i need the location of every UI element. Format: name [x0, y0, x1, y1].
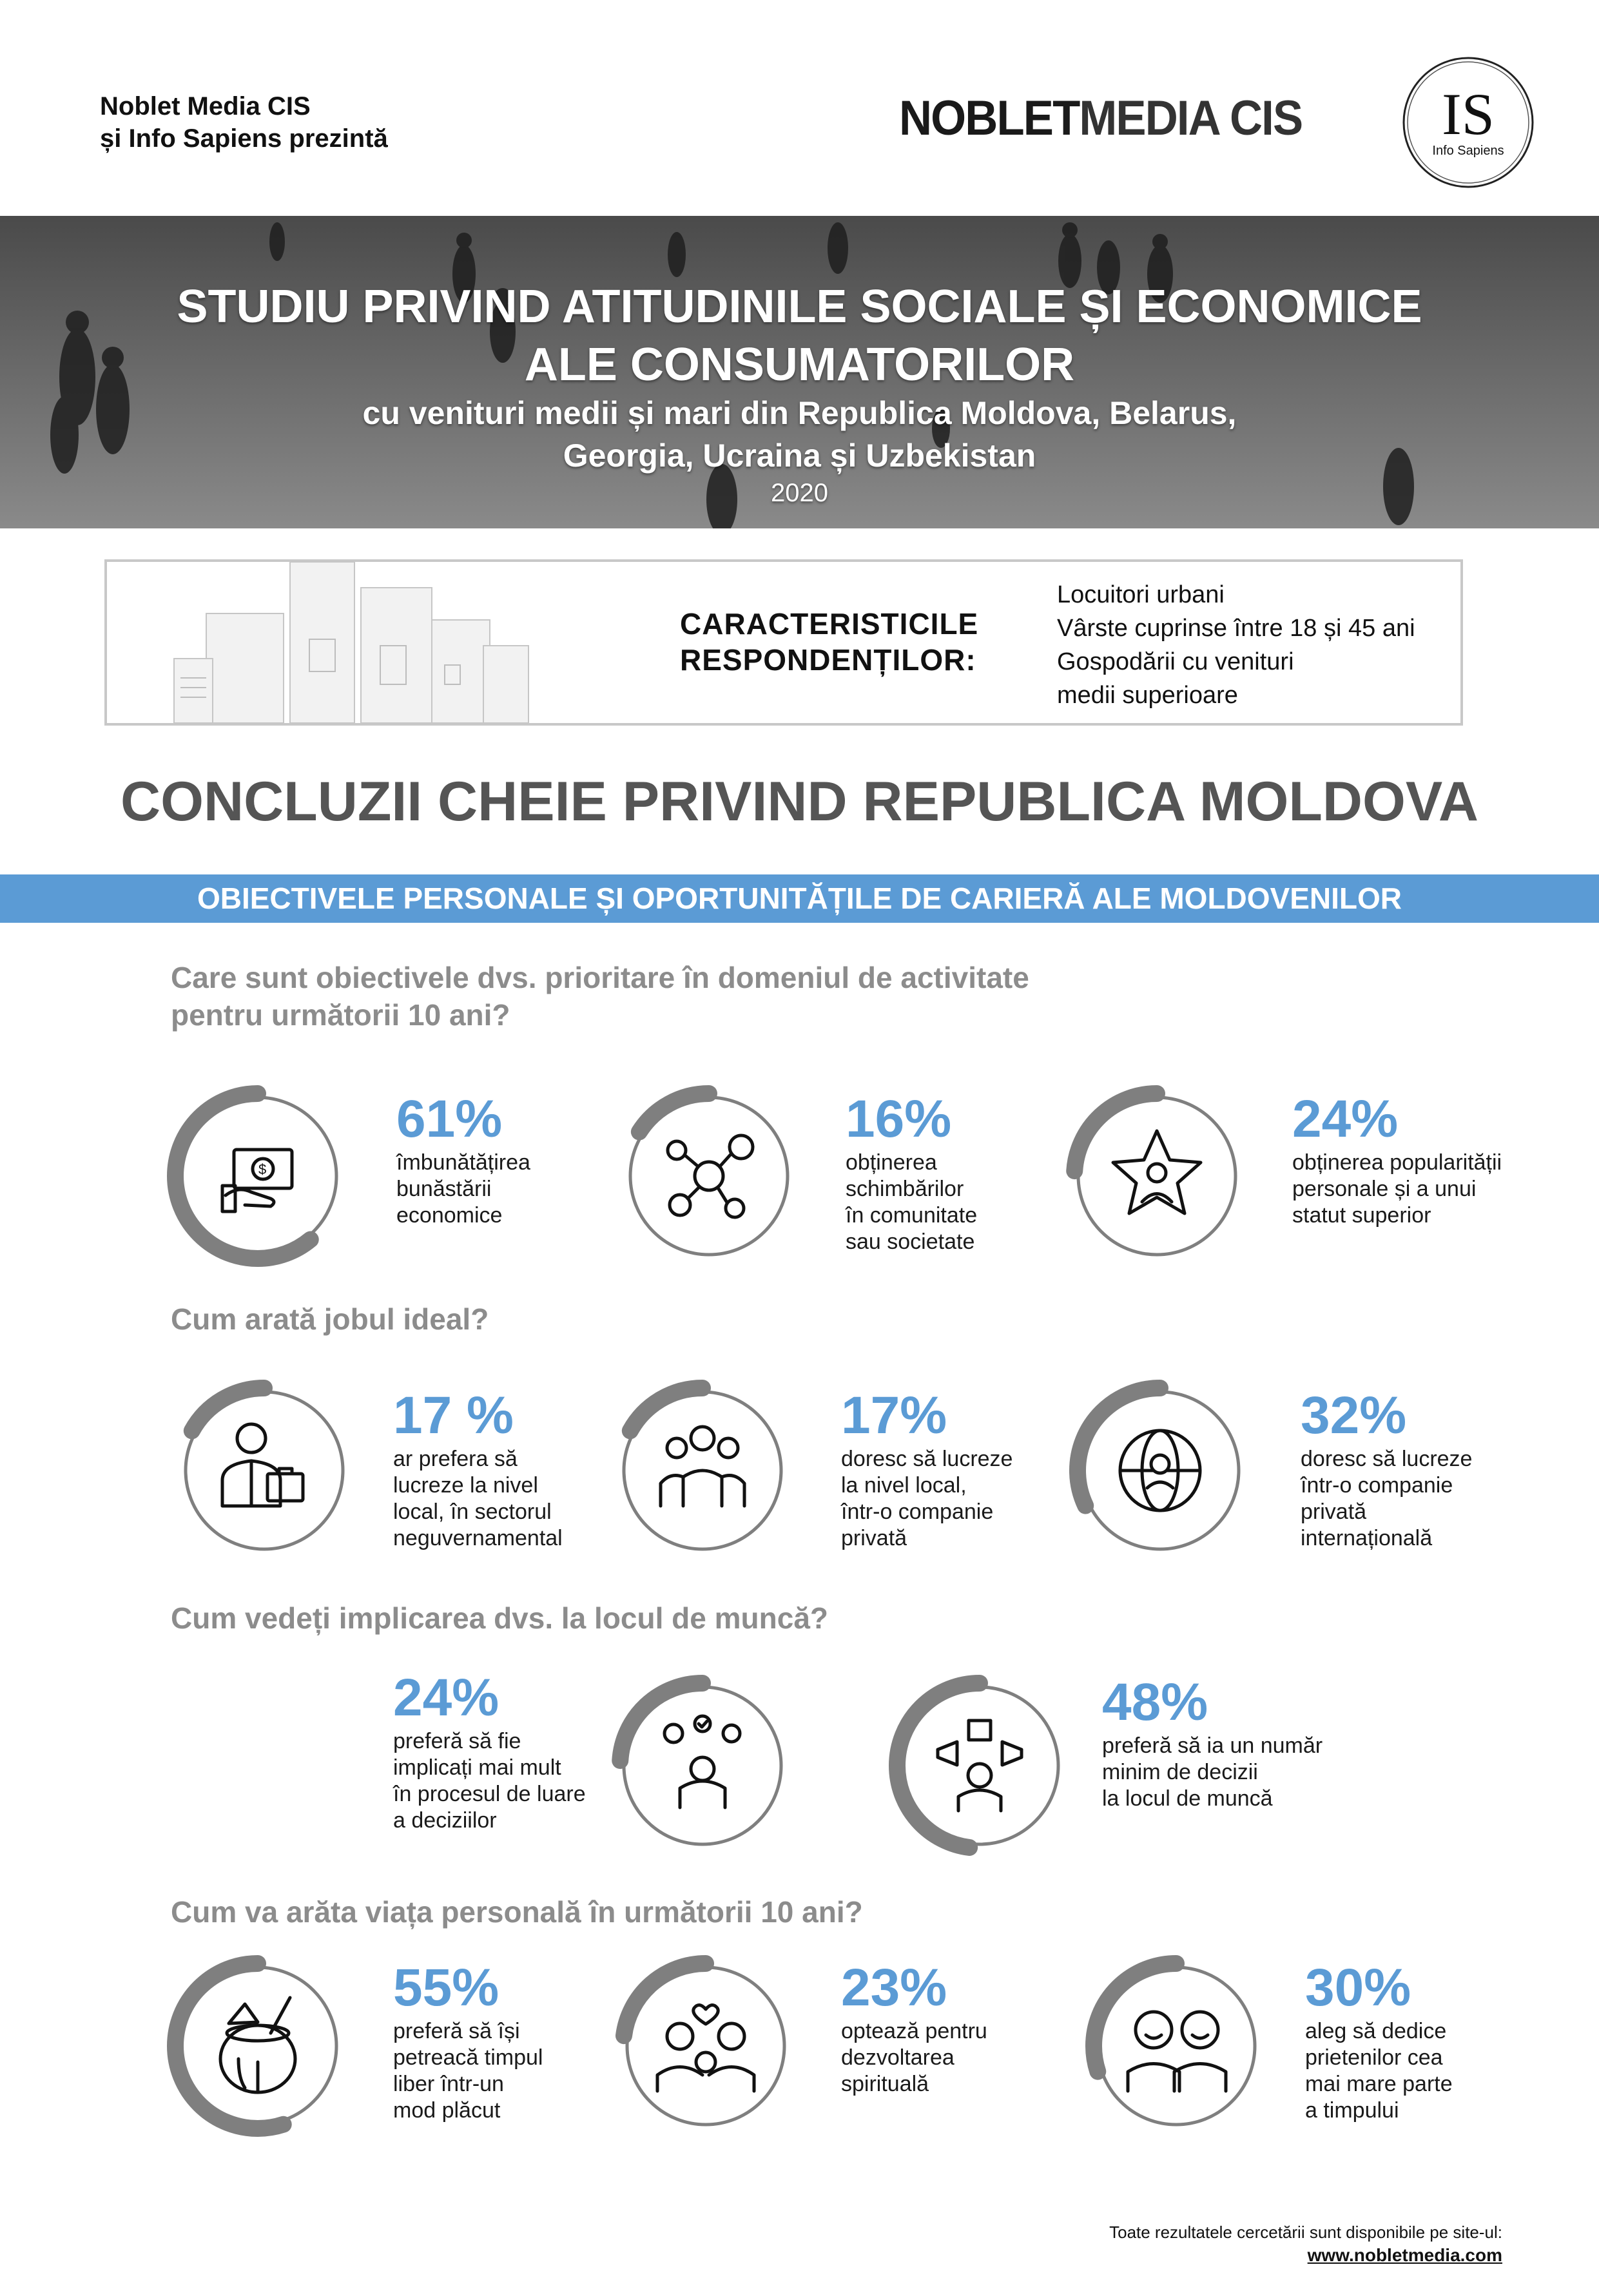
stat-block [393, 1387, 563, 1552]
stat-percent: 17% [841, 1386, 947, 1445]
respondents-item: Vârste cuprinse între 18 și 45 ani [1057, 615, 1415, 642]
stat-description-line: schimbărilor [846, 1177, 964, 1201]
stat-block [841, 1387, 1013, 1552]
section-band: OBIECTIVELE PERSONALE ȘI OPORTUNITĂȚILE DE CARIERĂ ALE MOLDOVENILOR [0, 874, 1599, 923]
stat-description-line: prietenilor cea [1305, 2045, 1443, 2070]
stat-percent: 24% [1292, 1090, 1399, 1148]
ring-chart [1067, 1377, 1254, 1564]
stat-description-line: spirituală [841, 2072, 929, 2096]
stat-block [396, 1090, 530, 1229]
stat-description-line: îmbunătățirea [396, 1150, 530, 1175]
presenter-text [100, 90, 388, 155]
stat-description-line: neguvernamental [393, 1526, 563, 1550]
stat-description-line: mai mare parte [1305, 2072, 1453, 2096]
stat-percent: 32% [1301, 1386, 1407, 1445]
brand-bold: NOBLET [899, 91, 1080, 146]
respondents-title-line-1: CARACTERISTICILE [680, 607, 979, 641]
stat-description-line: local, în sectorul [393, 1500, 552, 1524]
stat-block [841, 1959, 987, 2098]
stat-percent: 30% [1305, 1958, 1411, 2017]
hero-subtitle-line-1: cu venituri medii și mari din Republica Moldova, Belarus, [362, 395, 1237, 431]
footer-note [1109, 2221, 1502, 2267]
is-logo-caption: Info Sapiens [1432, 144, 1504, 158]
stat-description-line: în procesul de luare [393, 1782, 586, 1806]
stat-description-line: petreacă timpul [393, 2045, 543, 2070]
respondents-title-line-2: RESPONDENȚILOR: [680, 643, 976, 677]
main-title: CONCLUZII CHEIE PRIVIND REPUBLICA MOLDOVA [120, 771, 1479, 833]
stat-block [1102, 1674, 1323, 1812]
stat-block [846, 1090, 977, 1255]
stat-description-line: obținerea [846, 1150, 937, 1175]
hero-title-line-2: ALE CONSUMATORILOR [524, 339, 1075, 391]
hero-banner [0, 216, 1599, 528]
ring-chart [1083, 1953, 1270, 2139]
respondents-list [1057, 578, 1415, 712]
respondents-item: Locuitori urbani [1057, 581, 1225, 608]
stat-description-line: ar prefera să [393, 1447, 518, 1471]
stat-description [1301, 1446, 1472, 1552]
stat-description-line: liber într-un [393, 2072, 504, 2096]
stat-percent: 16% [846, 1090, 952, 1148]
stat-percent: 24% [393, 1668, 499, 1727]
stat-description [841, 1446, 1013, 1552]
stat-description-line: mod plăcut [393, 2098, 501, 2123]
ring-chart [609, 1377, 796, 1564]
stat-description-line: preferă să ia un număr [1102, 1733, 1323, 1758]
stat-description [1305, 2018, 1453, 2124]
noblet-media-logo [899, 90, 1302, 146]
question-4: Cum va arăta viața personală în următorii 10 ani? [171, 1895, 863, 1929]
stat-description [1102, 1733, 1323, 1812]
question-1 [171, 959, 1029, 1034]
stat-description-line: aleg să dedice [1305, 2019, 1447, 2043]
stat-description [396, 1150, 530, 1229]
stat-description-line: doresc să lucreze [841, 1447, 1013, 1471]
ring-chart [886, 1672, 1073, 1859]
stat-description-line: statut superior [1292, 1203, 1431, 1228]
stat-description-line: minim de decizii [1102, 1760, 1258, 1784]
info-sapiens-logo [1397, 52, 1539, 193]
ring-chart [609, 1672, 796, 1859]
presenter-line-2: și Info Sapiens prezintă [100, 124, 388, 153]
stat-percent: 48% [1102, 1673, 1208, 1732]
presenter-line-1: Noblet Media CIS [100, 92, 311, 121]
question-3: Cum vedeți implicarea dvs. la locul de muncă? [171, 1601, 828, 1635]
hero-title-line-1: STUDIU PRIVIND ATITUDINILE SOCIALE ȘI ECONOMICE [177, 281, 1422, 333]
stat-description-line: personale și a unui [1292, 1177, 1477, 1201]
stat-description-line: privată [841, 1526, 907, 1550]
footer-website-link[interactable]: www.nobletmedia.com [1307, 2245, 1502, 2265]
stat-description-line: economice [396, 1203, 503, 1228]
stat-description [846, 1150, 977, 1255]
ring-chart [612, 1953, 799, 2139]
stat-description-line: doresc să lucreze [1301, 1447, 1473, 1471]
respondents-item: medii superioare [1057, 682, 1238, 709]
is-logo-letters: IS [1442, 81, 1495, 147]
stat-description-line: sau societate [846, 1230, 975, 1254]
stat-block [393, 1959, 543, 2124]
footer-text: Toate rezultatele cercetării sunt disponibile pe site-ul: [1109, 2223, 1502, 2242]
stat-percent: 23% [841, 1958, 947, 2017]
stat-description-line: optează pentru [841, 2019, 987, 2043]
ring-chart [1063, 1083, 1250, 1269]
respondents-title [680, 606, 978, 678]
respondents-item: Gospodării cu venituri [1057, 648, 1294, 675]
stat-description-line: într-o companie [841, 1500, 994, 1524]
stat-description-line: privată [1301, 1500, 1367, 1524]
ring-chart [164, 1953, 351, 2139]
svg-text:$: $ [258, 1161, 267, 1177]
stat-description-line: a timpului [1305, 2098, 1399, 2123]
stat-description-line: a deciziilor [393, 1808, 497, 1833]
hero-subtitle-line-2: Georgia, Ucraina și Uzbekistan [563, 438, 1036, 474]
brand-rest: MEDIA CIS [1079, 91, 1303, 146]
stat-block [1292, 1090, 1502, 1229]
hero-year: 2020 [771, 479, 828, 507]
stat-description [393, 1446, 563, 1552]
stat-percent: 61% [396, 1090, 503, 1148]
ring-chart [171, 1377, 358, 1564]
stat-description-line: implicați mai mult [393, 1755, 561, 1780]
stat-percent: 55% [393, 1958, 499, 2017]
question-1-line-2: pentru următorii 10 ani? [171, 998, 510, 1032]
stat-description-line: preferă să fie [393, 1729, 521, 1753]
question-1-line-1: Care sunt obiectivele dvs. prioritare în domeniul de activitate [171, 961, 1029, 994]
stat-description-line: preferă să își [393, 2019, 520, 2043]
stat-description-line: internațională [1301, 1526, 1433, 1550]
stat-block [393, 1669, 586, 1834]
stat-description-line: lucreze la nivel [393, 1473, 538, 1498]
stat-percent: 17 % [393, 1386, 514, 1445]
stat-description-line: obținerea popularității [1292, 1150, 1502, 1175]
city-buildings-illustration [161, 549, 548, 724]
stat-description-line: dezvoltarea [841, 2045, 955, 2070]
stat-description-line: într-o companie [1301, 1473, 1453, 1498]
stat-description [1292, 1150, 1502, 1229]
stat-description [841, 2018, 987, 2098]
ring-chart [615, 1083, 802, 1269]
stat-block [1305, 1959, 1453, 2124]
stat-description [393, 2018, 543, 2124]
stat-description-line: bunăstării [396, 1177, 492, 1201]
stat-block [1301, 1387, 1472, 1552]
ring-chart [164, 1083, 351, 1269]
question-2: Cum arată jobul ideal? [171, 1302, 489, 1336]
stat-description [393, 1728, 586, 1834]
stat-description-line: la nivel local, [841, 1473, 967, 1498]
stat-description-line: în comunitate [846, 1203, 978, 1228]
stat-description-line: la locul de muncă [1102, 1786, 1273, 1811]
